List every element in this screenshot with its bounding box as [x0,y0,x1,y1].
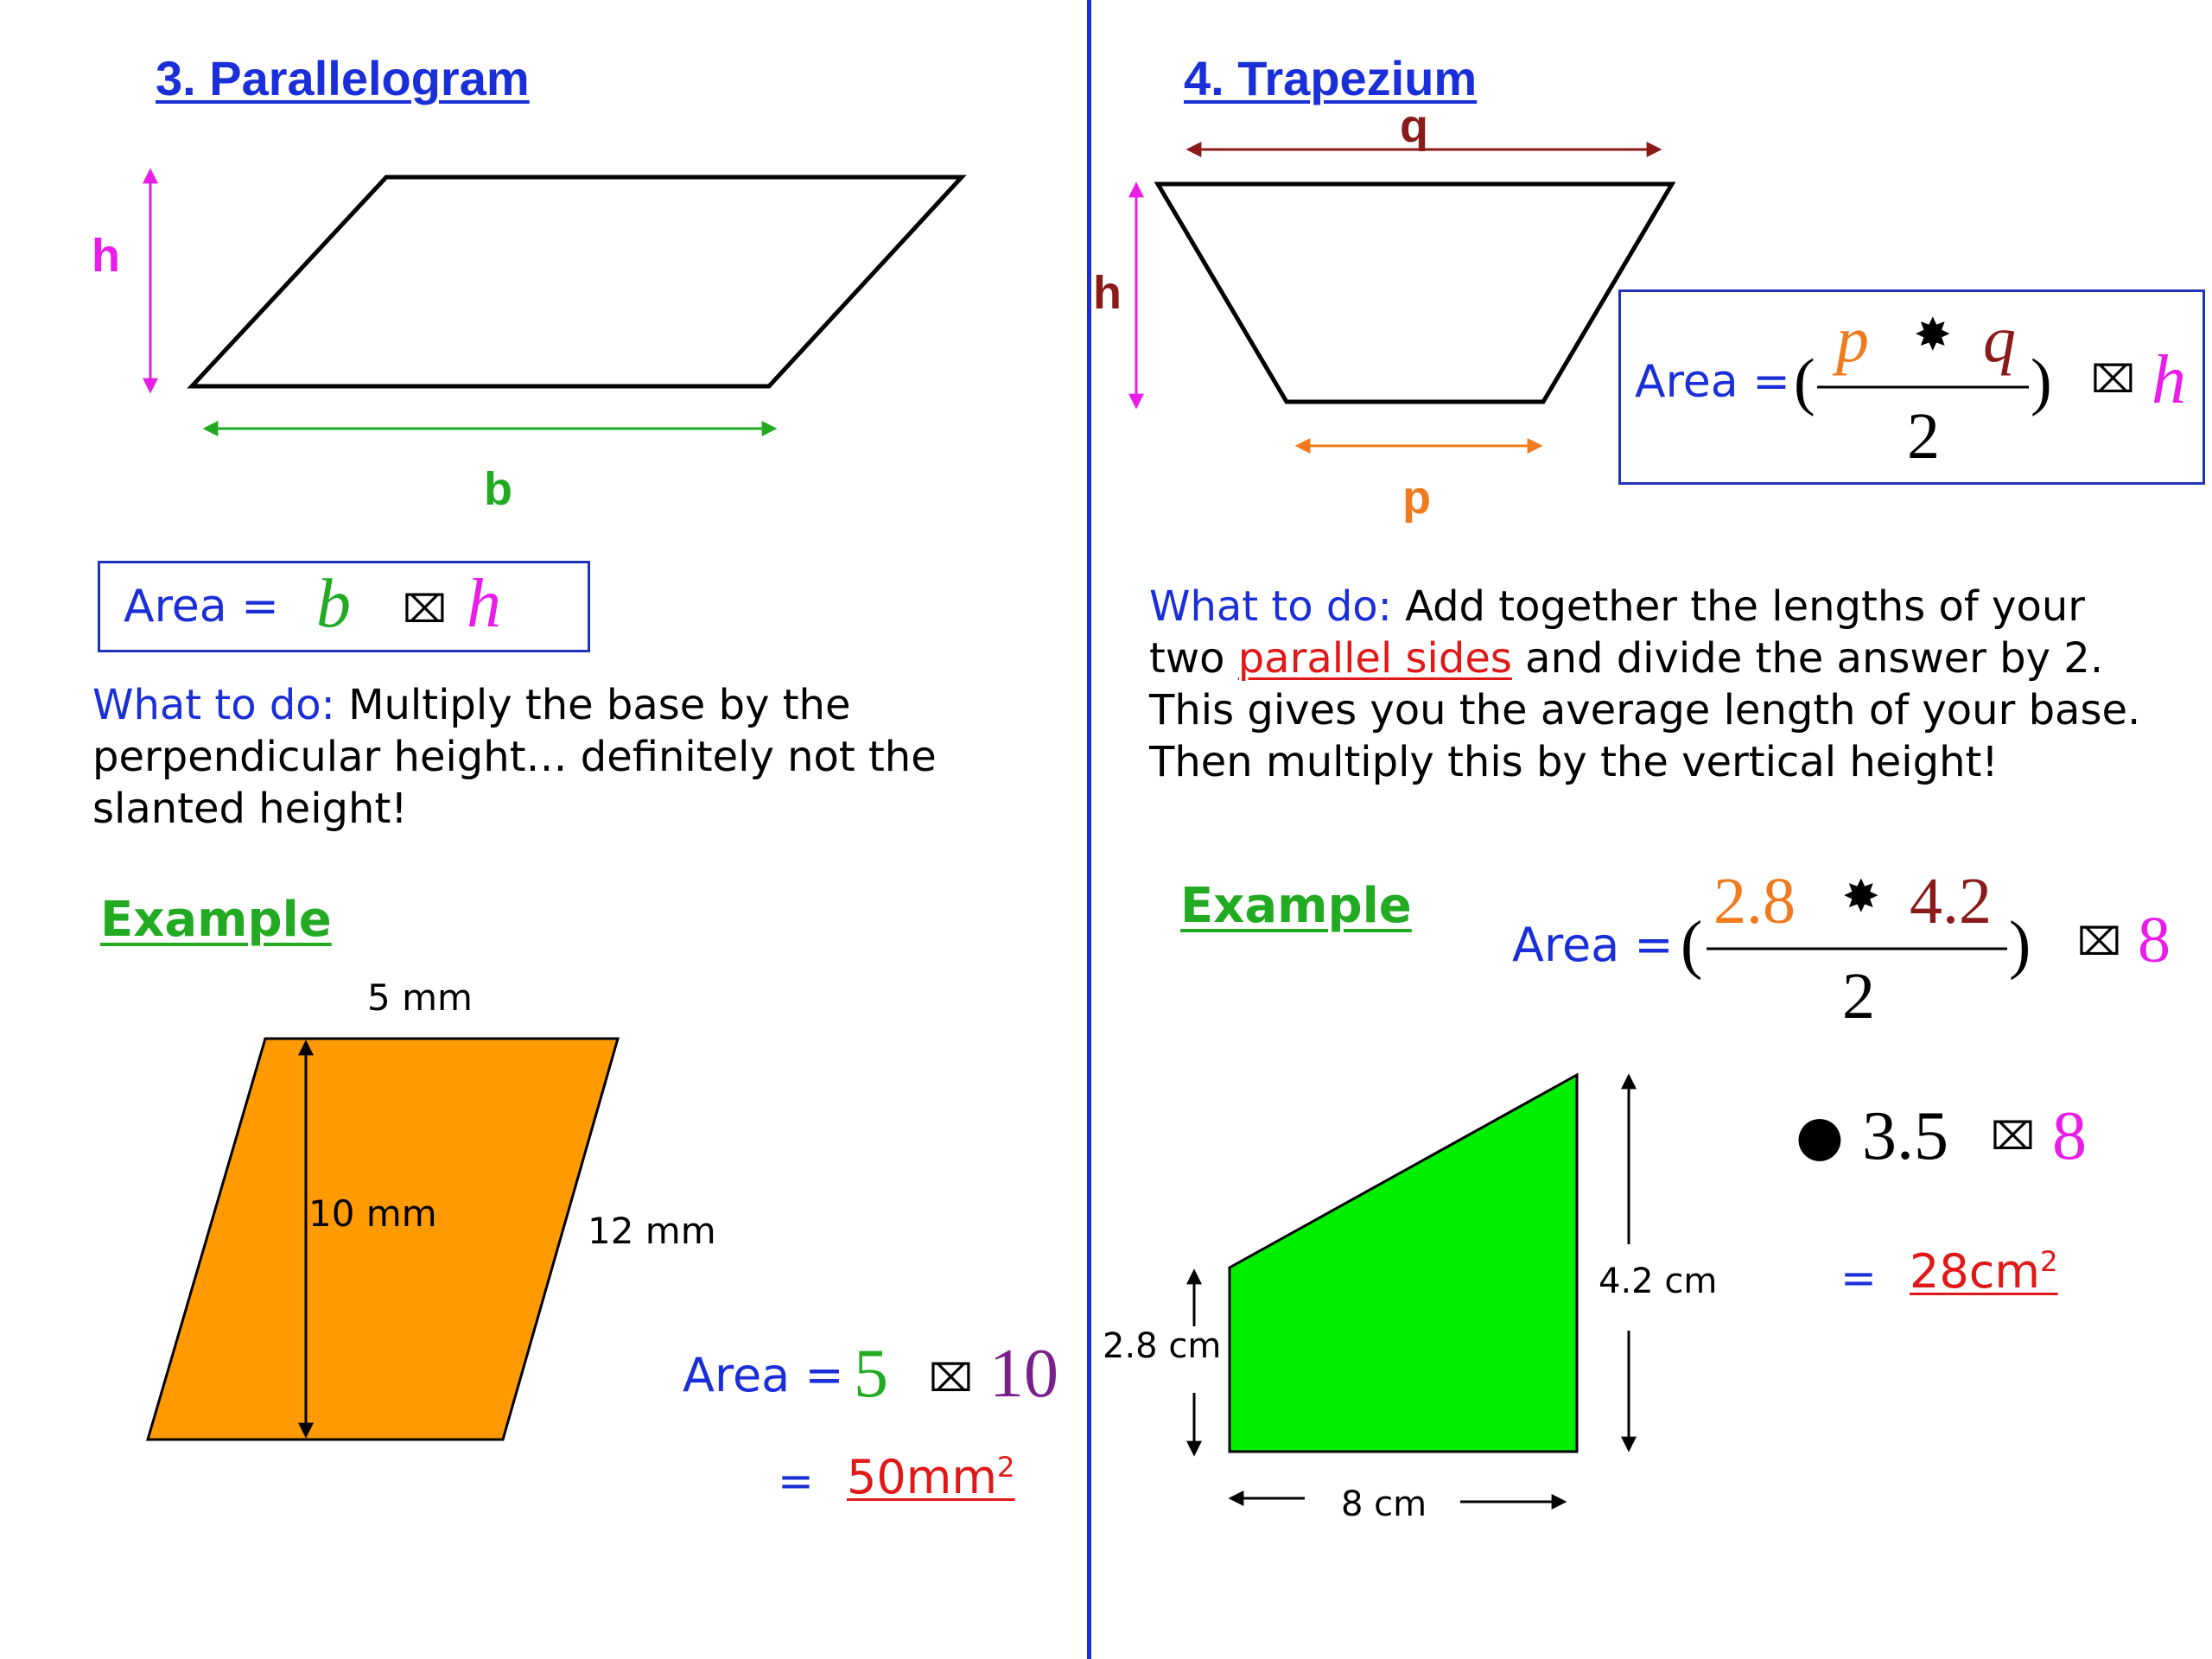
parallel-sides-link[interactable]: parallel sides [1237,634,1512,683]
trapezium-instructions [1149,581,2152,788]
label-q: q [1400,100,1428,152]
trap-example-area-label: Area = [1512,918,1674,972]
example-value-5: 5 [854,1336,888,1412]
what-to-do-text: Multiply the base by the perpendicular height… definitely not the slanted height! [92,681,937,833]
what-to-do-text-1: Add together the lengths of your two [1149,582,2085,683]
trap-formula-q: q [1983,303,2016,376]
trap-example-b: 4.2 [1910,865,1992,938]
parallelogram-instructions [92,679,957,835]
trap-step-value-2: 8 [2052,1098,2087,1174]
formula-b: b [316,566,351,642]
slant-length-label: 12 mm [588,1210,716,1252]
broken-multiply-glyph: ⌧ [2091,358,2135,402]
what-to-do-text-2: and divide the answer by 2. This gives you the average length of your base. Then multiply this by the vertical height! [1149,634,2141,786]
example-trapezium [1230,1075,1577,1452]
trap-example-h: 8 [2138,904,2171,976]
example-parallelogram [148,1039,618,1440]
parallelogram-result [847,1450,1015,1504]
trap-example-open-paren: ( [1681,908,1703,981]
top-length-label: 5 mm [367,976,473,1019]
trap-result-value: 28cm [1910,1244,2041,1299]
trap-example-a: 2.8 [1713,865,1796,938]
trap-formula-p: p [1836,303,1869,376]
trap-formula-close-paren: ) [2031,346,2052,417]
parallelogram-shape [192,177,962,386]
label-h-trap: h [1093,267,1122,319]
trap-formula-h: h [2152,342,2186,418]
broken-plus-glyph: ✸ [1842,871,1880,923]
example-equals: = [778,1456,814,1506]
height-length-label: 10 mm [308,1192,437,1235]
left-example-heading: Example [100,892,332,948]
formula-area-label: Area = [124,581,279,632]
label-p: p [1402,472,1431,524]
broken-multiply-glyph: ⌧ [403,588,447,632]
broken-multiply-glyph: ⌧ [2077,920,2121,964]
trap-example-close-paren: ) [2009,908,2031,981]
trap-example-denominator: 2 [1842,960,1875,1033]
trapezium-shape [1158,184,1672,402]
broken-multiply-glyph: ⌧ [929,1357,973,1401]
trap-formula-area-label: Area = [1635,356,1790,408]
trap-result-exponent: 2 [2040,1245,2058,1278]
example-area-label: Area = [683,1348,844,1402]
formula-h: h [467,566,501,642]
trap-formula-denominator: 2 [1907,400,1940,473]
result-value: 50mm [847,1450,997,1504]
right-example-heading: Example [1180,878,1412,934]
broken-plus-glyph: ✸ [1914,309,1952,361]
label-h: h [92,230,120,282]
broken-multiply-glyph: ⌧ [1991,1115,2035,1159]
what-to-do-lead: What to do: [92,681,335,729]
left-side-length-label: 2.8 cm [1103,1326,1222,1366]
what-to-do-lead-trap: What to do: [1149,582,1392,631]
right-side-length-label: 4.2 cm [1599,1262,1718,1301]
trapezium-result [1910,1244,2058,1299]
bottom-length-label: 8 cm [1341,1484,1427,1524]
trapezium-title: 4. Trapezium [1184,51,1478,105]
trap-formula-open-paren: ( [1794,346,1815,417]
trap-example-equals: = [1840,1253,1877,1303]
example-value-10: 10 [989,1336,1058,1412]
broken-equals-glyph: ● [1796,1104,1844,1168]
label-b: b [484,463,512,515]
parallelogram-title: 3. Parallelogram [156,51,530,105]
result-exponent: 2 [996,1451,1015,1484]
trap-step-value-1: 3.5 [1862,1098,1948,1174]
